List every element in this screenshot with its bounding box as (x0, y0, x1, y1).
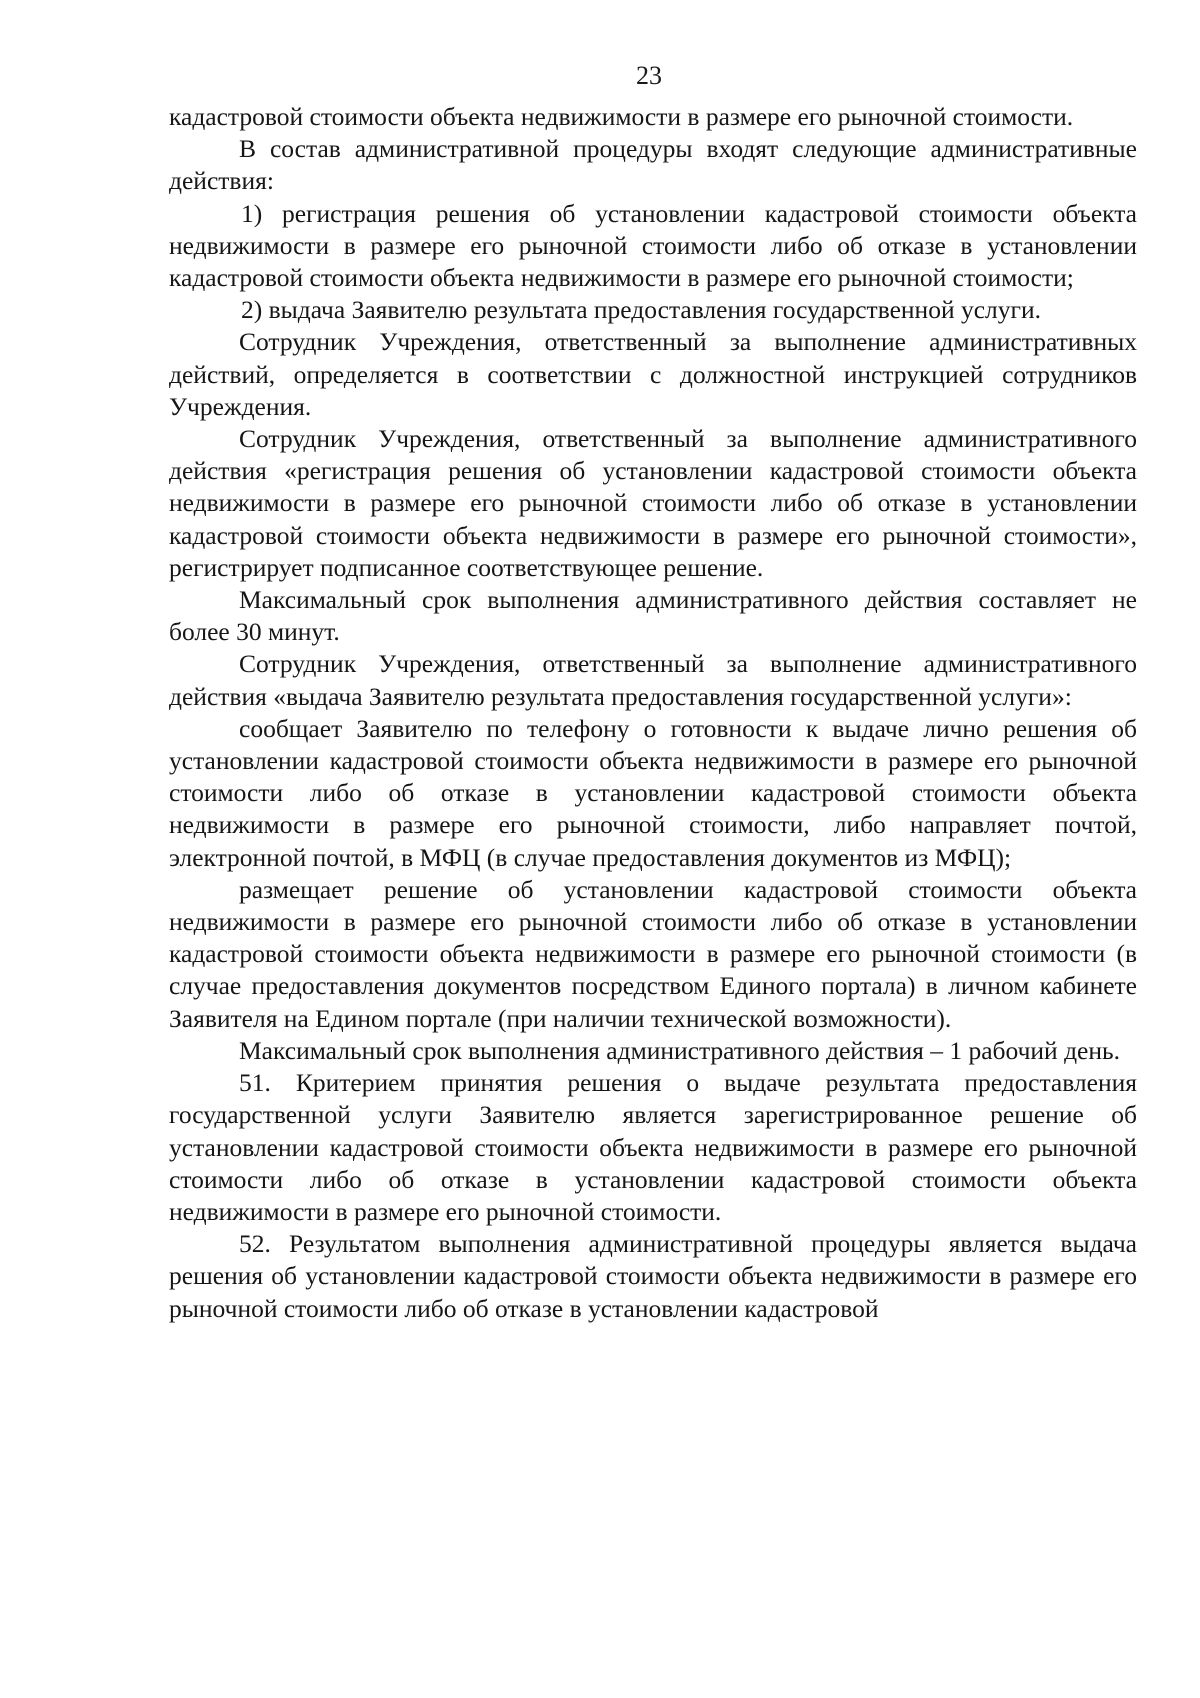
paragraph-responsible-employee: Сотрудник Учреждения, ответственный за выполнение административных действий, определяется в соответствии с должностной инструкцией сотрудников Учреждения. (169, 327, 1137, 421)
page-number: 23 (636, 61, 662, 90)
paragraph-continuation: кадастровой стоимости объекта недвижимости в размере его рыночной стоимости. (169, 102, 1074, 131)
paragraph-max-term-30-min: Максимальный срок выполнения административного действия составляет не более 30 минут. (169, 585, 1137, 647)
paragraph-notifies-applicant: сообщает Заявителю по телефону о готовности к выдаче лично решения об установлении кадастровой стоимости объекта недвижимости в размере его рыночной стоимости либо об отказе в установлении кадастровой стоимости объекта недвижимости в размере его рыночной стоимости, либо направляет почтой, электронной почтой, в МФЦ (в случае предоставления документов из МФЦ); (169, 713, 1137, 872)
paragraph-procedure-composition: В состав административной процедуры входят следующие административные действия: (169, 134, 1137, 196)
paragraph-issuance-action: Сотрудник Учреждения, ответственный за выполнение административного действия «выдача Заявителю результата предоставления государственной услуги»: (169, 649, 1137, 711)
paragraph-places-decision: размещает решение об установлении кадастровой стоимости объекта недвижимости в размере его рыночной стоимости либо об отказе в установлении кадастровой стоимости объекта недвижимости в размере его рыночной стоимости (в случае предоставления документов посредством Единого портала) в личном кабинете Заявителя на Едином портале (при наличии технической возможности). (169, 874, 1137, 1033)
list-item-issuance: 2) выдача Заявителю результата предоставления государственной услуги. (241, 295, 1042, 325)
paragraph-registration-action: Сотрудник Учреждения, ответственный за выполнение административного действия «регистрация решения об установлении кадастровой стоимости объекта недвижимости в размере его рыночной стоимости либо об отказе в установлении кадастровой стоимости объекта недвижимости в размере его рыночной стоимости», регистрирует подписанное соответствующее решение. (169, 424, 1137, 582)
paragraph-max-term-1-day: Максимальный срок выполнения административного действия – 1 рабочий день. (239, 1035, 1121, 1065)
list-item-registration: 1) регистрация решения об установлении кадастровой стоимости объекта недвижимости в размере его рыночной стоимости либо об отказе в установлении кадастровой стоимости объекта недвижимости в размере его рыночной стоимости; (169, 198, 1137, 293)
paragraph-item-52: 52. Результатом выполнения административной процедуры является выдача решения об установлении кадастровой стоимости объекта недвижимости в размере его рыночной стоимости либо об отказе в установлении кадастровой (169, 1229, 1137, 1323)
paragraph-item-51: 51. Критерием принятия решения о выдаче результата предоставления государственной услуги Заявителю является зарегистрированное решение об установлении кадастровой стоимости объекта недвижимости в размере его рыночной стоимости либо об отказе в установлении кадастровой стоимости объекта недвижимости в размере его рыночной стоимости. (169, 1068, 1137, 1226)
document-body (169, 101, 1137, 1325)
